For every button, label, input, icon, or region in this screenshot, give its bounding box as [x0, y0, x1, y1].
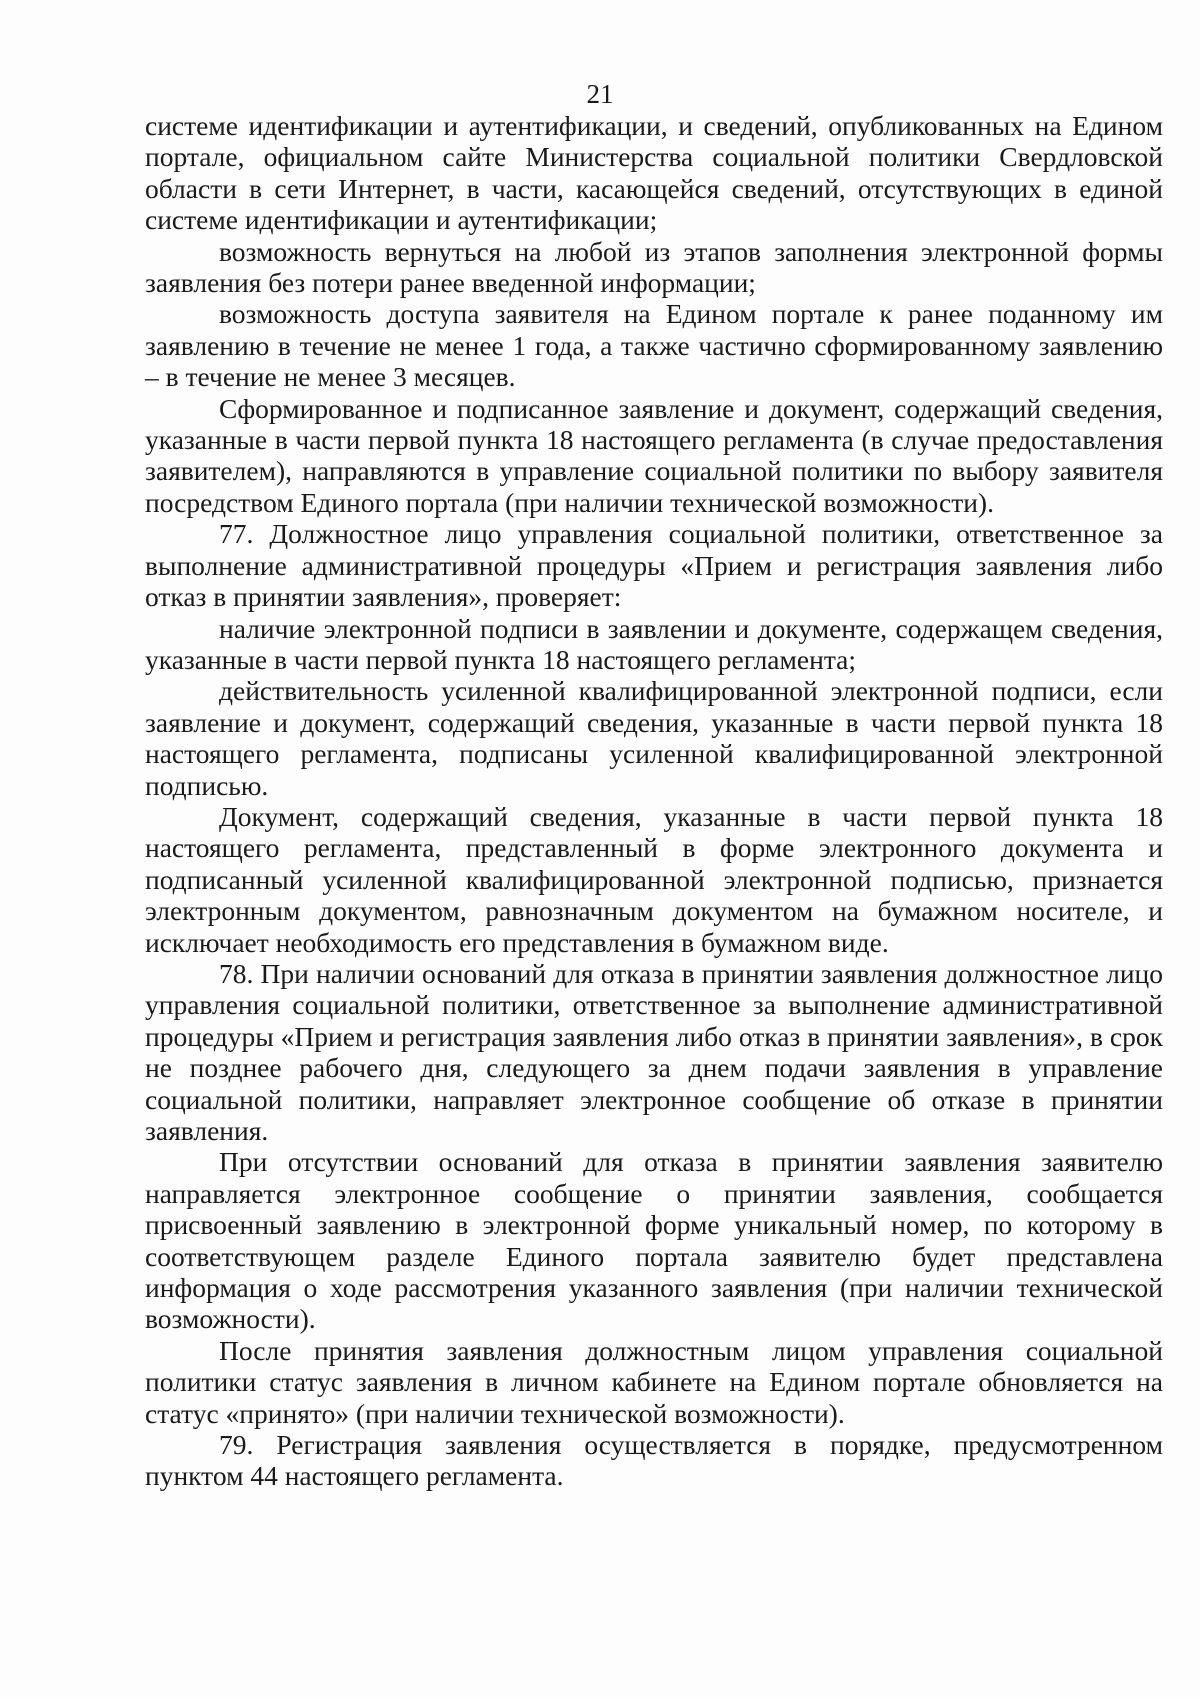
paragraph-status-update: После принятия заявления должностным лицом управления социальной политики статус заявления в личном кабинете на Едином портале обновляется на статус «принято» (при наличии технической возможности). — [145, 1334, 1163, 1429]
paragraph-access-option: возможность доступа заявителя на Едином портале к ранее поданному им заявлению в течение не менее 1 года, а также частично сформированному заявлению – в течение не менее 3 месяцев. — [145, 298, 1163, 393]
paragraph-78: 78. При наличии оснований для отказа в принятии заявления должностное лицо управления социальной политики, ответственное за выполнение административной процедуры «Прием и регистрация заявления либо отказ в принятии заявления», в срок не позднее рабочего дня, следующего за днем подачи заявления в управление социальной политики, направляет электронное сообщение об отказе в принятии заявления. — [145, 957, 1163, 1146]
paragraph-79: 79. Регистрация заявления осуществляется в порядке, предусмотренном пунктом 44 настоящего регламента. — [145, 1429, 1163, 1492]
document-body — [145, 110, 1163, 1492]
paragraph-signature-check: наличие электронной подписи в заявлении и документе, содержащем сведения, указанные в части первой пункта 18 настоящего регламента; — [145, 612, 1163, 675]
paragraph-return-option: возможность вернуться на любой из этапов заполнения электронной формы заявления без потери ранее введенной информации; — [145, 235, 1163, 299]
paragraph-acceptance: При отсутствии оснований для отказа в принятии заявления заявителю направляется электронное сообщение о принятии заявления, сообщается присвоенный заявлению в электронной форме уникальный номер, по которому в соответствующем разделе Единого портала заявителю будет представлена информация о ходе рассмотрения указанного заявления (при наличии технической возможности). — [145, 1146, 1163, 1335]
page-number: 21 — [586, 79, 614, 109]
paragraph-electronic-document: Документ, содержащий сведения, указанные в части первой пункта 18 настоящего регламента, представленный в форме электронного документа и подписанный усиленной квалифицированной электронной подписью, признается электронным документом, равнозначным документом на бумажном носителе, и исключает необходимость его представления в бумажном виде. — [145, 800, 1163, 958]
paragraph-signature-validity: действительность усиленной квалифицированной электронной подписи, если заявление и документ, содержащий сведения, указанные в части первой пункта 18 настоящего регламента, подписаны усиленной квалифицированной электронной подписью. — [145, 675, 1163, 801]
paragraph-continuation: системе идентификации и аутентификации, и сведений, опубликованных на Едином портале, официальном сайте Министерства социальной политики Свердловской области в сети Интернет, в части, касающейся сведений, отсутствующих в единой системе идентификации и аутентификации; — [145, 110, 1163, 236]
paragraph-77: 77. Должностное лицо управления социальной политики, ответственное за выполнение административной процедуры «Прием и регистрация заявления либо отказ в принятии заявления», проверяет: — [145, 518, 1163, 613]
paragraph-submission: Сформированное и подписанное заявление и документ, содержащий сведения, указанные в части первой пункта 18 настоящего регламента (в случае предоставления заявителем), направляются в управление социальной политики по выбору заявителя посредством Единого портала (при наличии технической возможности). — [145, 392, 1163, 518]
